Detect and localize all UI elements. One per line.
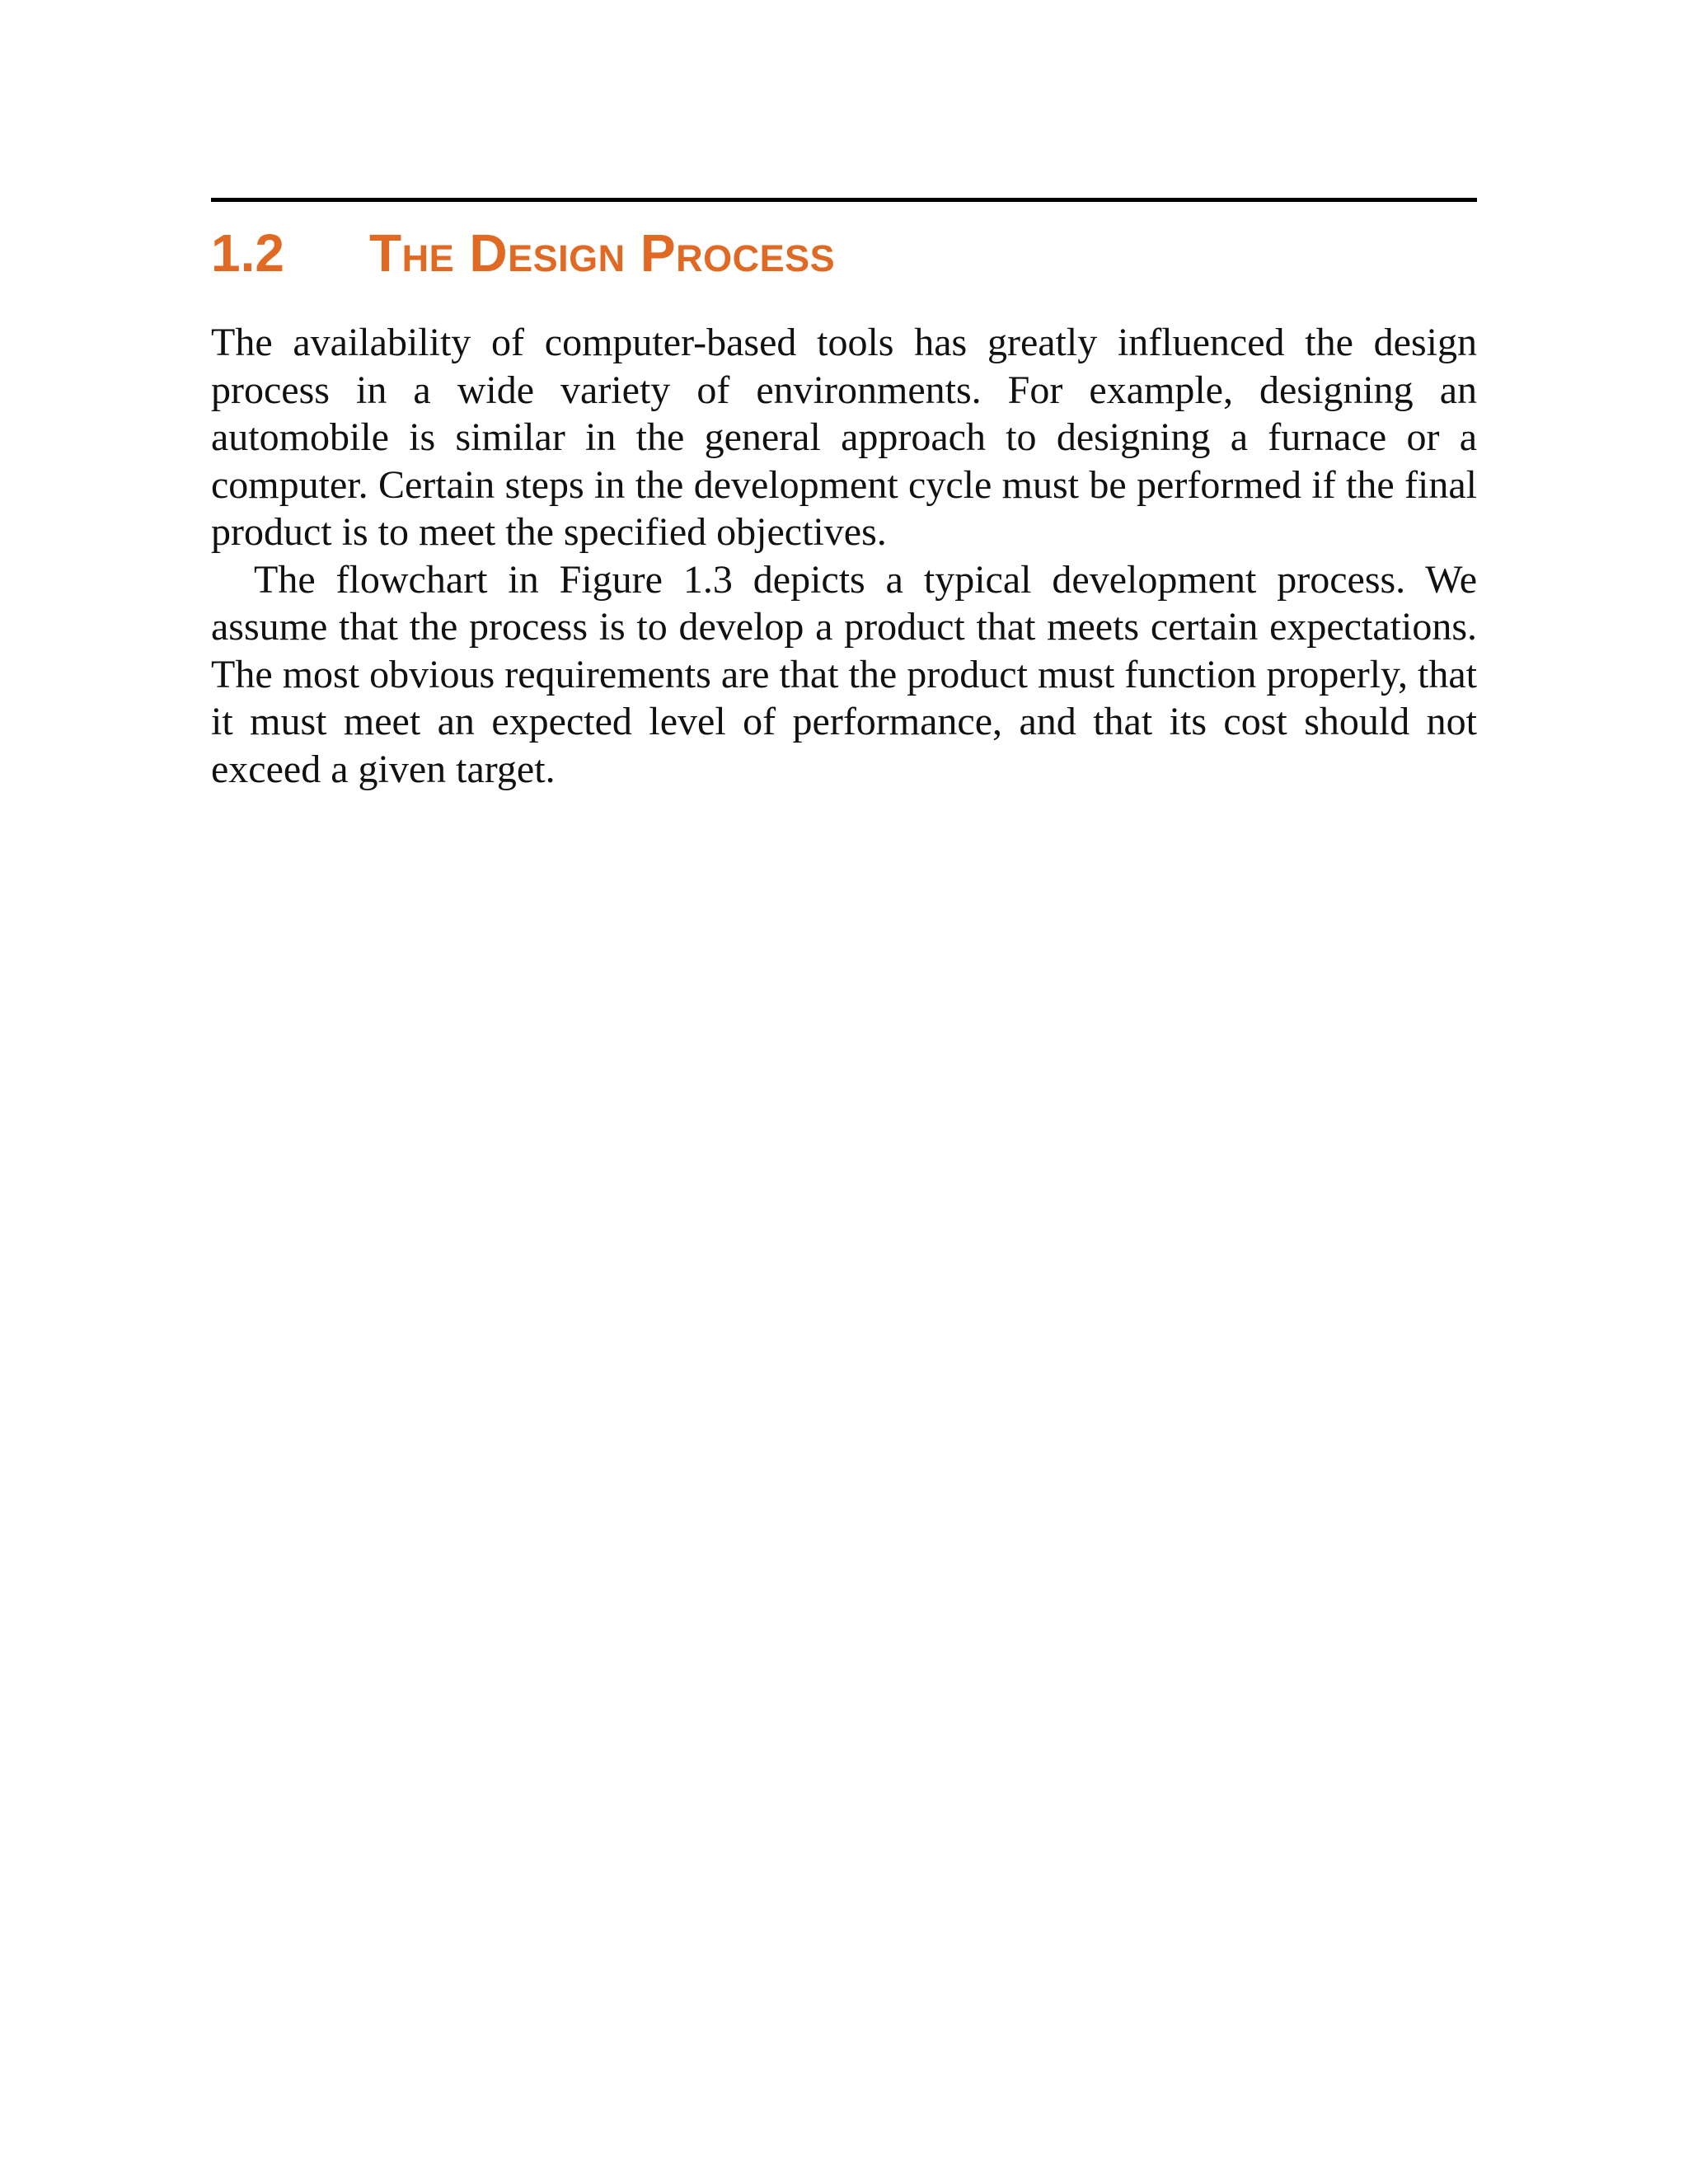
section-title: The Design Process	[369, 223, 836, 283]
section-body	[211, 319, 1477, 793]
section-top-rule	[211, 198, 1477, 202]
section-number: 1.2	[211, 223, 284, 283]
paragraph-2: The flowchart in Figure 1.3 depicts a typical development process. We assume that the process is to develop a product that meets certain expectations. The most obvious requirements are that the product must function properly, that it must meet an expected level of performance, and that its cost should not exceed a given target.	[211, 557, 1477, 791]
paragraph-1: The availability of computer-based tools has greatly influenced the design process in a wide variety of environments. For example, designing an automobile is similar in the general approach to designing a furnace or a computer. Certain steps in the development cycle must be performed if the final product is to meet the specified objectives.	[211, 321, 1477, 554]
section-heading	[211, 220, 1477, 286]
document-page	[211, 198, 1477, 793]
